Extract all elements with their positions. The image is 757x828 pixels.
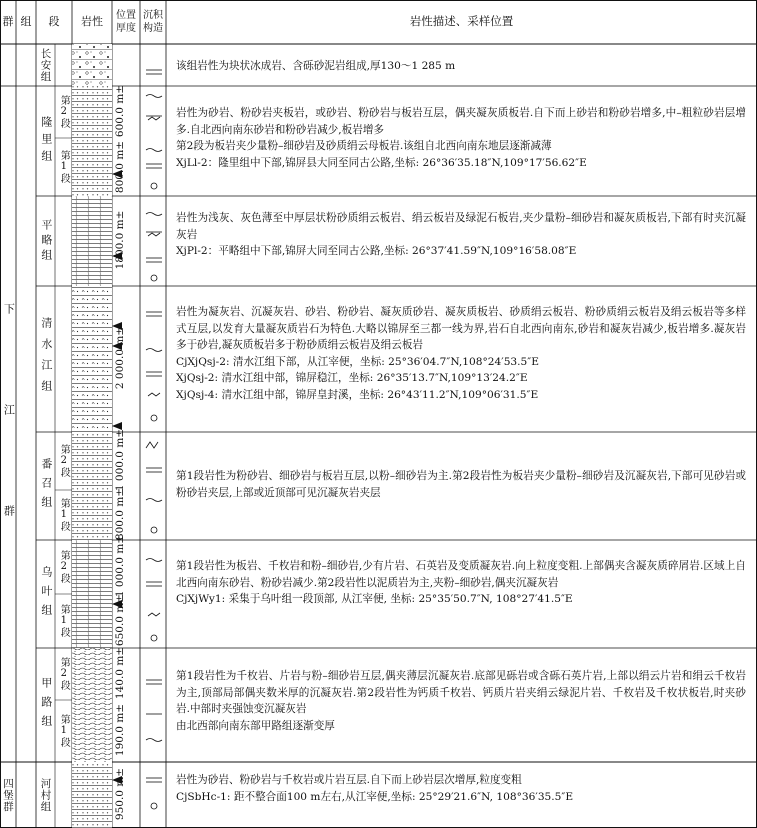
group-xiajiang: 下江群 (2, 302, 16, 606)
header-lithology: 岩性 (81, 14, 103, 28)
description-line: 岩性为浅灰、灰色薄至中厚层状粉砂质绢云板岩、绢云板岩及绿泥石板岩,夹少量粉–细砂岩和凝灰质板岩,下部有时夹沉凝灰岩 (176, 212, 746, 241)
header-description: 岩性描述、采样位置 (409, 14, 514, 29)
description-qingshuijiang (176, 304, 746, 403)
description-line: 第1段岩性为板岩、千枚岩和粉–细砂岩,少有片岩、石英岩及变质凝灰岩.向上粒度变粗.上部偶夹含凝灰质碎屑岩.区域上自北西向南东砂岩、粉砂岩减少.第2段岩性以泥质岩为主,夹粉–细砂岩,偶夹沉凝灰岩 (176, 560, 746, 589)
thickness-wuye-2: 1 000.0 m± (114, 534, 126, 598)
description-line: 岩性为砂岩、粉砂岩与千枚岩或片岩互层.自下而上砂岩层次增厚,粒度变粗 (176, 774, 522, 786)
formation-jialu: 甲路组 (39, 676, 53, 734)
formation-pinglue: 平略组 (39, 218, 53, 264)
header-group: 群 (2, 14, 14, 28)
description-wuye (176, 558, 746, 608)
member-jialu-2: 第2段 (58, 657, 70, 691)
description-pinglue (176, 210, 746, 260)
formation-hecun: 河村组 (39, 777, 52, 813)
description-line: 第2段为板岩夹少量粉–细砂岩及砂质绢云母板岩.该组自北西向南东地层逐渐减薄 (176, 140, 552, 152)
thickness-longli-1: 800.0 m± (114, 140, 126, 194)
description-line: 由北西部向南东部甲路组逐渐变厚 (176, 719, 335, 732)
description-hecun (176, 772, 746, 805)
formation-changan: 长安组 (39, 47, 52, 83)
description-line: 岩性为砂岩、粉砂岩夹板岩，或砂岩、粉砂岩与板岩互层，偶夹凝灰质板岩.自下而上砂岩和粉砂岩增多,中–粗粒砂岩层增多.自北西向南东砂岩和粉砂岩减少,板岩增多 (176, 107, 746, 136)
member-longli-2: 第2段 (58, 95, 70, 129)
sample-location: XjLl-2：隆里组中下部,锦屏县大同至同古公路,坐标: 26°36′35.18″N,109°17′56.62″E (176, 156, 587, 169)
thickness-jialu-2: 140.0 m± (114, 646, 126, 700)
sample-location: CjSbHc-1: 距不整合面100 m左右,从江宰便,坐标: 25°29′21.6″N, 108°36′35.5″E (176, 790, 574, 803)
sample-location: CjXjQsj-2: 清水江组下部，从江宰便，坐标: 25°36′04.7″N,108°24′53.5″E (176, 355, 539, 368)
thickness-qingshuijiang: 2 000.0 m± (114, 326, 126, 390)
header-formation: 组 (20, 14, 32, 28)
description-line: 岩性为凝灰岩、沉凝灰岩、砂岩、粉砂岩、凝灰质砂岩、凝灰质板岩、砂质绢云板岩、粉砂质绢云板岩及绢云板岩等多样式互层,以发育大量凝灰质岩石为特色.大略以锦屏至三都一线为界,岩石自北西向南东,砂岩和凝灰岩减少,板岩增多.凝灰岩多于砂岩,凝灰质板岩多于粉砂质绢云板岩及绢云板岩 (176, 306, 746, 351)
description-longli (176, 105, 746, 171)
member-jialu-1: 第1段 (58, 714, 70, 748)
member-wuye-1: 第1段 (58, 604, 70, 638)
header-sedimentary-structure: 沉积构造 (143, 10, 163, 34)
sample-location: XjQsj-2: 清水江组中部，锦屏稳江，坐标: 26°35′13.7″N,109°13′24.2″E (176, 372, 528, 384)
thickness-hecun: 950.0 m± (114, 767, 126, 821)
header-position-thickness: 位置厚度 (116, 10, 136, 34)
thickness-jialu-1: 190.0 m± (114, 703, 126, 757)
sample-location: XjQsj-4: 清水江组中部，锦屏皇封溪，坐标: 26°43′11.2″N,109°06′31.5″E (176, 388, 539, 401)
sample-location: XjPl-2：平略组中下部,锦屏大同至同古公路,坐标: 26°37′41.59″N,109°16′58.08″E (176, 245, 577, 257)
description-jialu (176, 668, 746, 734)
member-fanzhao-1: 第1段 (58, 498, 70, 532)
header-member: 段 (48, 14, 60, 28)
group-sibao: 四堡群 (2, 777, 15, 813)
description-fanzhao (176, 468, 746, 501)
member-fanzhao-2: 第2段 (58, 444, 70, 478)
description-changan (176, 58, 746, 75)
description-line: 该组岩性为块状冰成岩、含砾砂泥岩组成,厚130～1 285 m (176, 60, 456, 72)
formation-fanzhao: 番召组 (39, 457, 53, 515)
description-line: 第1段岩性为千枚岩、片岩与粉–细砂岩互层,偶夹薄层沉凝灰岩.底部见砾岩或含砾石英片岩,上部以绢云片岩和绢云千枚岩为主,顶部局部偶夹数米厚的沉凝灰岩.第2段岩性为钙质千枚岩、钙质片岩夹绢云绿泥片岩、千枚岩及千枚状板岩,时夹砂岩.中部时夹强蚀变沉凝灰岩 (176, 670, 746, 715)
description-line: 第1段岩性为粉砂岩、细砂岩与板岩互层,以粉–细砂岩为主.第2段岩性为板岩夹少量粉–细砂岩及沉凝灰岩,下部可见砂岩或粉砂岩夹层,上部或近顶部可见沉凝灰岩夹层 (176, 470, 746, 499)
member-longli-1: 第1段 (58, 150, 70, 184)
thickness-fanzhao-2: 1 000.0 m± (114, 428, 126, 492)
formation-wuye: 乌叶组 (39, 565, 53, 623)
thickness-fanzhao-1: 800.0 m± (114, 487, 126, 541)
thickness-wuye-1: 650.0 m± (114, 593, 126, 647)
sample-location: CjXjWy1: 采集于乌叶组一段顶部, 从江宰便, 坐标: 25°35′50.7″N, 108°27′41.5″E (176, 593, 573, 605)
thickness-pinglue: 1800.0 m± (114, 210, 126, 270)
formation-longli: 隆里组 (39, 115, 53, 167)
member-wuye-2: 第2段 (58, 550, 70, 584)
thickness-longli-2: 600.0 m± (114, 84, 126, 138)
formation-qingshuijiang: 清水江组 (39, 317, 53, 401)
